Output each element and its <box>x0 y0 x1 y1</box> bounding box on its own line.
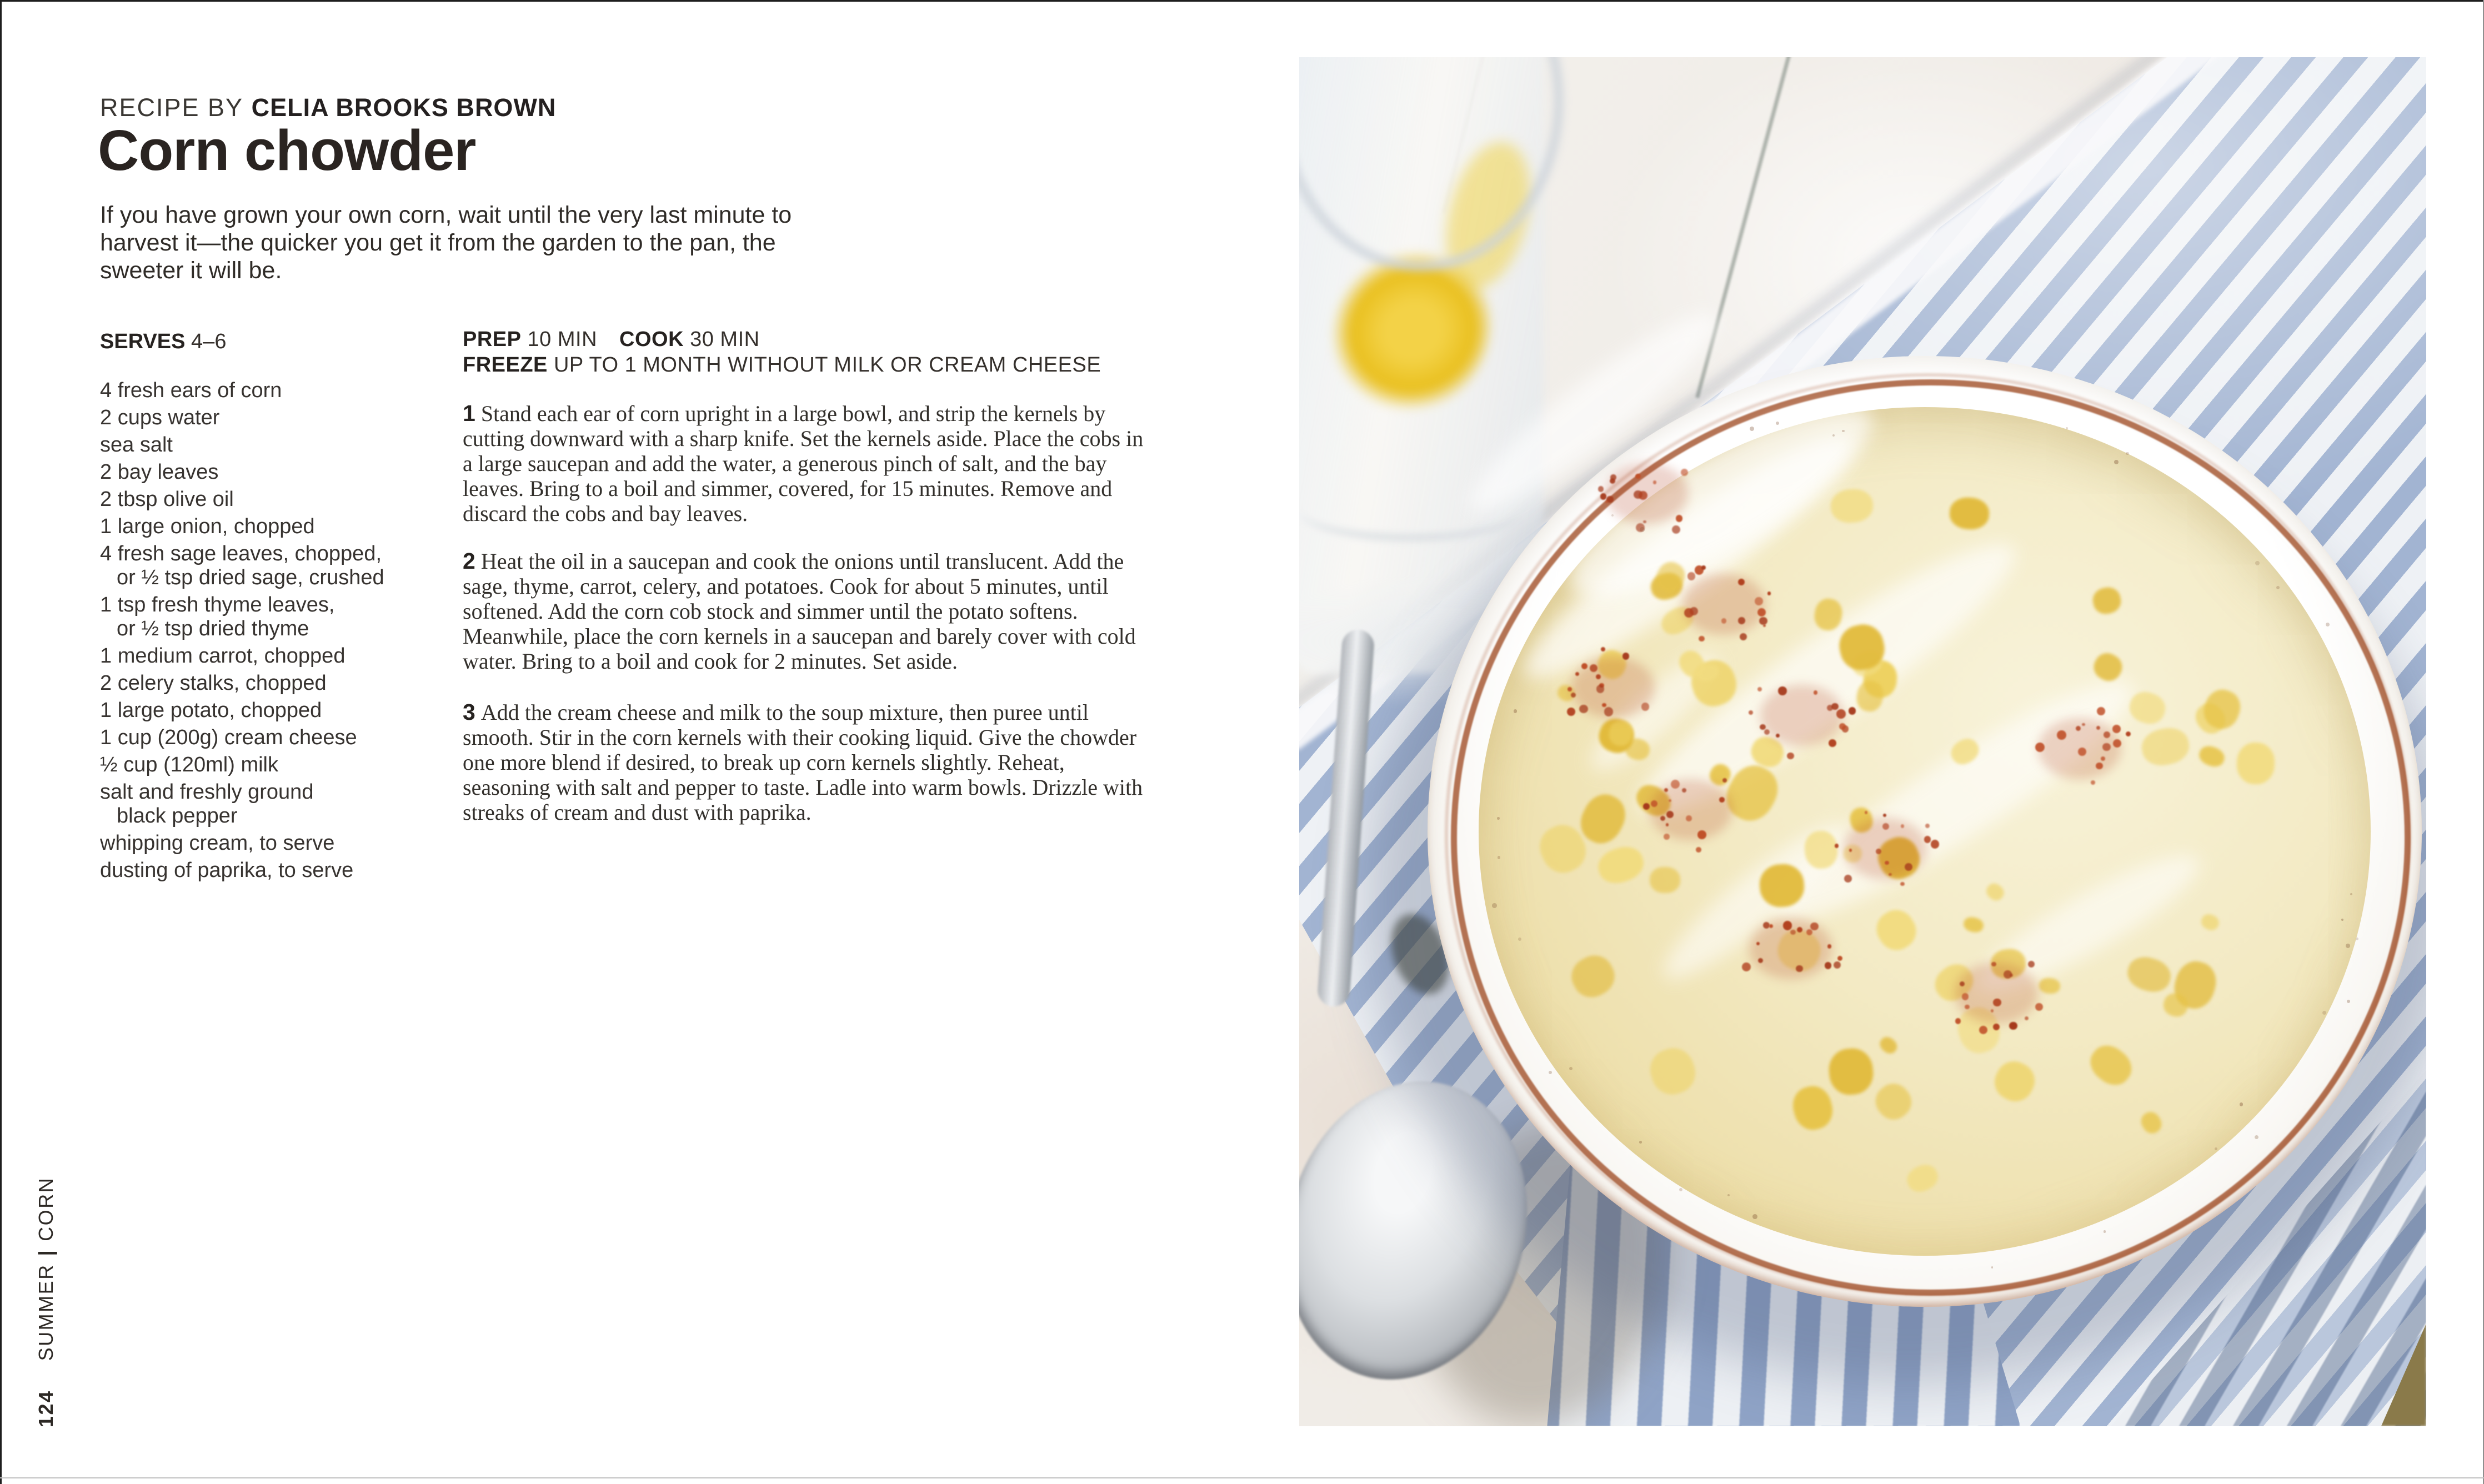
ingredient-line: 2 celery stalks, chopped <box>100 671 327 695</box>
paprika-speck <box>1955 1018 1961 1024</box>
paprika-speck <box>1756 942 1760 945</box>
byline-label: RECIPE BY <box>100 93 244 122</box>
paprika-speck <box>2057 730 2066 740</box>
paprika-speck <box>1697 830 1706 839</box>
prep-cook-line <box>463 327 1185 352</box>
ingredient-item <box>100 671 461 695</box>
paprika-speck <box>1827 705 1833 711</box>
paprika-speck <box>1839 723 1846 730</box>
rim-speckle <box>1549 1071 1552 1074</box>
corn-kernel <box>1829 488 1874 524</box>
step-text: Heat the oil in a saucepan and cook the onions until translucent. Add the sage, thyme, carrot, celery, and potatoes. Cook for about 5 minutes, until softened. Add the corn cob stock and simmer until the potato softens. Meanwhile, place the corn kernels in a saucepan and barely cover with cold water. Bring to a boil and cook for 2 minutes. Set aside. <box>463 549 1136 674</box>
paprika-speck <box>1764 729 1770 735</box>
page-title: Corn chowder <box>98 118 476 182</box>
rim-speckle <box>1639 1141 1641 1143</box>
corn-kernel <box>1989 1055 2041 1107</box>
corn-kernel <box>1877 1034 1900 1056</box>
paprika-speck <box>1835 844 1839 848</box>
corn-kernel <box>2138 1108 2165 1136</box>
rim-speckle <box>1991 1266 1994 1269</box>
ingredient-item <box>100 488 461 512</box>
paprika-speck <box>1834 961 1841 969</box>
paprika-speck <box>1889 873 1892 876</box>
corn-kernel <box>1962 916 1985 935</box>
paprika-speck <box>1686 815 1692 821</box>
paprika-dust <box>1760 685 1844 746</box>
corn-kernel <box>2091 585 2124 616</box>
paprika-speck <box>1687 572 1695 580</box>
ingredient-item <box>100 433 461 457</box>
corn-kernel <box>1645 1042 1700 1099</box>
paprika-speck <box>1653 480 1657 484</box>
paprika-speck <box>1567 687 1572 691</box>
paprika-speck <box>1672 525 1680 534</box>
paprika-speck <box>1787 753 1794 760</box>
paprika-speck <box>1796 965 1802 972</box>
paprika-speck <box>1767 591 1771 595</box>
corn-kernel <box>1594 842 1648 888</box>
ingredient-line: or ½ tsp dried thyme <box>117 617 309 640</box>
cook-label: COOK <box>619 328 684 351</box>
footer-season: SUMMER <box>34 1264 57 1361</box>
paprika-speck <box>2097 707 2105 715</box>
ingredient-line: whipping cream, to serve <box>100 831 335 855</box>
corn-kernel <box>1650 867 1680 894</box>
corn-kernel <box>1869 1077 1918 1126</box>
paprika-speck <box>1719 797 1725 803</box>
paprika-speck <box>1885 861 1889 865</box>
paprika-speck <box>1635 474 1640 479</box>
step-text: Stand each ear of corn upright in a large bowl, and strip the kernels by cutting downward with a sharp knife. Set the kernels aside. Place the cobs in a large saucepan and add the water, a generous pinch of salt, and the bay leaves. Bring to a boil and simmer, covered, for 15 minutes. Remove and discard the cobs and bay leaves. <box>463 401 1144 526</box>
ingredient-item <box>100 699 461 723</box>
rim-speckle <box>2114 460 2119 464</box>
corn-kernel <box>2236 742 2276 785</box>
paprika-speck <box>1769 924 1773 928</box>
paprika-speck <box>1722 778 1727 783</box>
ingredient-line: 1 medium carrot, chopped <box>100 644 345 668</box>
page-bottom-rule <box>0 1477 2484 1478</box>
paprika-speck <box>1790 930 1795 935</box>
rim-speckle <box>2255 561 2260 565</box>
rim-speckle <box>2322 1011 2326 1015</box>
ingredient-item <box>100 542 461 590</box>
paprika-speck <box>1666 823 1669 826</box>
corn-kernel <box>1827 1047 1875 1097</box>
paprika-speck <box>2009 1022 2017 1030</box>
page-number: 124 <box>34 1390 57 1427</box>
rim-speckle <box>2347 1000 2350 1003</box>
ingredient-line: ½ cup (120ml) milk <box>100 753 278 776</box>
paprika-speck <box>1755 597 1763 605</box>
window-frame-left <box>0 0 2 1484</box>
paprika-speck <box>1844 875 1852 883</box>
prep-label: PREP <box>463 328 522 351</box>
freeze-line <box>463 352 1185 378</box>
paprika-dust <box>1682 574 1766 635</box>
paprika-speck <box>2102 743 2111 751</box>
paprika-speck <box>1905 863 1912 871</box>
rim-speckle <box>1569 1067 1572 1070</box>
ingredient-line: 2 tbsp olive oil <box>100 488 234 511</box>
paprika-dust <box>1955 962 2038 1024</box>
paprika-speck <box>1759 617 1767 625</box>
ingredient-line: dusting of paprika, to serve <box>100 859 354 882</box>
paprika-speck <box>1604 707 1614 716</box>
paprika-speck <box>2035 1003 2043 1011</box>
rim-speckle <box>1518 937 1521 941</box>
paprika-speck <box>1883 814 1886 817</box>
paprika-speck <box>1641 703 1649 710</box>
paprika-speck <box>1596 674 1601 679</box>
cook-value: 30 MIN <box>690 328 760 351</box>
page-footer <box>34 1176 61 1427</box>
paprika-speck <box>1827 944 1831 948</box>
rim-speckle <box>1492 903 1497 908</box>
paprika-speck <box>1738 617 1745 624</box>
serves-line <box>100 330 226 354</box>
rim-speckle <box>2240 1102 2243 1106</box>
rim-speckle <box>1497 817 1500 820</box>
ingredient-item <box>100 753 461 777</box>
rim-speckle <box>2356 937 2358 940</box>
paprika-speck <box>1825 962 1832 969</box>
paprika-speck <box>1749 710 1753 715</box>
ingredient-line: 2 bay leaves <box>100 460 219 484</box>
ingredient-item <box>100 726 461 750</box>
recipe-meta <box>463 327 1185 378</box>
rim-speckle <box>1727 1194 1730 1196</box>
corn-kernel <box>2084 1039 2139 1092</box>
corn-kernel <box>1984 880 2007 904</box>
rim-speckle <box>1752 1214 1757 1219</box>
paprika-speck <box>1579 705 1587 713</box>
ingredient-line: or ½ tsp dried sage, crushed <box>117 566 384 589</box>
paprika-speck <box>1829 739 1836 747</box>
step-number: 2 <box>463 548 475 574</box>
rim-speckle <box>1679 1188 1682 1191</box>
ingredient-line: black pepper <box>117 804 238 828</box>
paprika-speck <box>1598 486 1604 492</box>
corn-kernel <box>2199 912 2221 932</box>
paprika-dust <box>1649 779 1732 840</box>
ingredient-item <box>100 406 461 430</box>
paprika-speck <box>1664 788 1668 792</box>
ingredient-line: 1 cup (200g) cream cheese <box>100 726 357 749</box>
paprika-speck <box>1806 929 1812 935</box>
rim-speckle <box>2126 452 2129 455</box>
paprika-speck <box>1567 708 1575 716</box>
rim-speckle <box>1514 709 1518 713</box>
rim-speckle <box>2255 1135 2258 1139</box>
ingredient-item <box>100 831 461 855</box>
footer-separator: | <box>34 1249 57 1256</box>
corn-kernel <box>1789 1082 1836 1134</box>
ingredient-item <box>100 644 461 668</box>
soup-garnish-layer <box>1299 57 2426 1426</box>
ingredient-item <box>100 780 461 828</box>
paprika-speck <box>1671 780 1680 789</box>
ingredient-line: 1 large potato, chopped <box>100 699 322 722</box>
ingredient-line: 1 tsp fresh thyme leaves, <box>100 593 335 616</box>
ingredient-line: 4 fresh sage leaves, chopped, <box>100 542 382 565</box>
paprika-speck <box>1699 636 1704 641</box>
rim-speckle <box>2276 586 2280 589</box>
paprika-speck <box>1991 962 1996 967</box>
paprika-speck <box>1783 921 1792 930</box>
paprika-speck <box>1721 618 1726 623</box>
recipe-photo <box>1299 57 2426 1426</box>
paprika-speck <box>1836 709 1846 719</box>
rim-speckle <box>2104 1230 2106 1232</box>
paprika-speck <box>1924 836 1931 843</box>
window-frame-top <box>0 0 2484 2</box>
paprika-speck <box>1666 811 1674 818</box>
rim-speckle <box>2066 427 2068 429</box>
ingredient-item <box>100 460 461 484</box>
corn-kernel <box>1949 497 1990 530</box>
paprika-speck <box>2104 731 2110 738</box>
rim-speckle <box>2350 893 2352 895</box>
corn-kernel <box>1565 949 1621 1004</box>
footer-category: CORN <box>34 1176 57 1241</box>
paprika-speck <box>1882 823 1889 830</box>
paprika-speck <box>1849 707 1856 714</box>
rim-speckle <box>2346 944 2350 948</box>
paprika-speck <box>1814 690 1817 694</box>
paprika-speck <box>1900 882 1905 886</box>
rim-speckle <box>1498 856 1500 859</box>
paprika-speck <box>1901 824 1904 828</box>
corn-kernel <box>2039 977 2061 994</box>
step-text: Add the cream cheese and milk to the soup mixture, then puree until smooth. Stir in the corn kernels with their cooking liquid. Give the chowder one more blend if desired, to break up corn kernels slightly. Reheat, seasoning with salt and pepper to taste. Ladle into warm bowls. Drizzle with streaks of cream and dust with paprika. <box>463 700 1143 825</box>
paprika-speck <box>1993 999 2001 1007</box>
method-step-3 <box>463 700 1154 825</box>
corn-kernel <box>1903 1160 1942 1196</box>
ingredient-line: sea salt <box>100 433 173 457</box>
paprika-speck <box>1876 849 1881 854</box>
step-number: 3 <box>463 699 475 725</box>
paprika-speck <box>1965 1005 1970 1010</box>
corn-kernel <box>1870 903 1923 957</box>
freeze-label: FREEZE <box>463 353 548 377</box>
paprika-speck <box>1763 624 1766 627</box>
paprika-speck <box>1596 685 1605 693</box>
paprika-speck <box>2112 725 2121 733</box>
recipe-intro: If you have grown your own corn, wait until the very last minute to harvest it—the quicker you get it from the garden to the pan, the sweeter it will be. <box>100 202 792 284</box>
ingredient-line: salt and freshly ground <box>100 780 314 804</box>
rim-speckle <box>2341 919 2343 921</box>
method-step-1 <box>463 401 1154 526</box>
corn-kernel <box>2139 724 2192 769</box>
paprika-speck <box>1684 608 1694 618</box>
ingredient-item <box>100 515 461 539</box>
step-number: 1 <box>463 400 475 426</box>
method-step-2 <box>463 549 1154 674</box>
paprika-speck <box>1865 811 1867 814</box>
ingredient-line: 4 fresh ears of corn <box>100 379 282 402</box>
paprika-speck <box>1676 515 1682 522</box>
paprika-speck <box>2035 743 2045 752</box>
rim-speckle <box>1750 427 1755 432</box>
serves-value: 4–6 <box>191 330 227 353</box>
paprika-speck <box>1696 847 1701 853</box>
paprika-speck <box>2025 1016 2029 1020</box>
paprika-speck <box>1962 993 1969 1000</box>
corn-kernel <box>2124 952 2175 996</box>
corn-kernel <box>2089 649 2126 685</box>
paprika-speck <box>1758 958 1763 963</box>
paprika-speck <box>1742 962 1751 971</box>
rim-speckle <box>1611 514 1614 517</box>
paprika-speck <box>1740 633 1747 640</box>
paprika-speck <box>1760 724 1765 730</box>
paprika-speck <box>1601 647 1605 651</box>
paprika-speck <box>2091 780 2095 785</box>
paprika-speck <box>1810 923 1818 930</box>
byline-author: CELIA BROOKS BROWN <box>251 93 557 122</box>
rim-speckle <box>2215 1147 2217 1150</box>
paprika-speck <box>1778 686 1787 695</box>
ingredient-line: 1 large onion, chopped <box>100 515 315 538</box>
ingredient-item <box>100 593 461 641</box>
rim-speckle <box>2326 623 2330 626</box>
freeze-value: UP TO 1 MONTH WITHOUT MILK OR CREAM CHEESE <box>553 353 1101 377</box>
paprika-speck <box>1925 824 1930 828</box>
paprika-speck <box>1991 1009 1994 1012</box>
ingredient-item <box>100 379 461 403</box>
paprika-speck <box>2078 748 2086 756</box>
corn-kernel <box>2197 743 2227 770</box>
paprika-speck <box>1757 608 1766 616</box>
serves-label: SERVES <box>100 330 186 353</box>
paprika-speck <box>1837 956 1842 961</box>
ingredient-item <box>100 859 461 883</box>
ingredient-line: 2 cups water <box>100 406 220 429</box>
paprika-speck <box>1664 834 1670 840</box>
ingredients-list <box>100 379 461 886</box>
paprika-speck <box>2004 970 2012 979</box>
prep-value: 10 MIN <box>527 328 598 351</box>
paprika-speck <box>2126 731 2131 736</box>
rim-speckle <box>1640 527 1645 532</box>
paprika-speck <box>1622 653 1630 660</box>
